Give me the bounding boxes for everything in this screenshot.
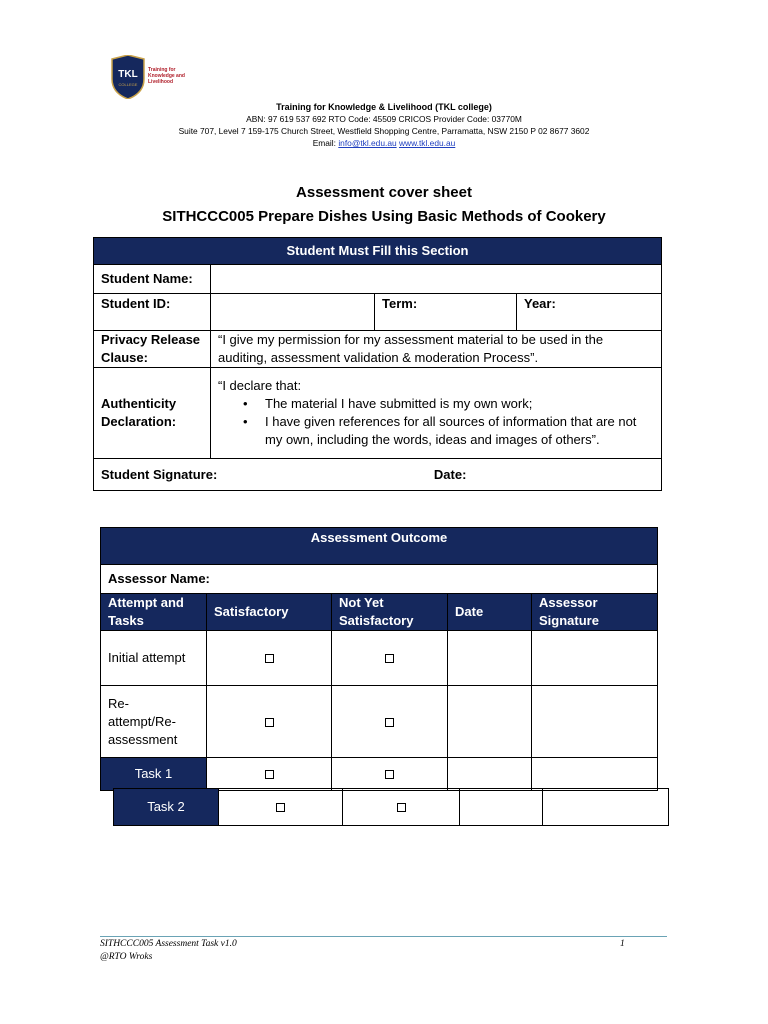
year-label: Year: — [524, 296, 556, 311]
unit-title: SITHCCC005 Prepare Dishes Using Basic Methods of Cookery — [162, 208, 606, 225]
table-row — [101, 686, 658, 758]
signature-label: Student Signature: — [101, 466, 218, 482]
org-address: Suite 707, Level 7 159-175 Church Street, Westfield Shopping Centre, Parramatta, NSW 2150 P 02 8677 3602 — [178, 126, 590, 136]
row-label-task-2: Task 2 — [114, 789, 219, 826]
student-name-field[interactable] — [211, 265, 662, 294]
assessment-outcome-table — [100, 527, 658, 791]
col-header-satisfactory: Satisfactory — [207, 594, 332, 631]
org-name: Training for Knowledge & Livelihood (TKL college) — [276, 102, 492, 112]
col-header-attempt: Attempt and Tasks — [101, 594, 207, 631]
checkbox-icon — [397, 803, 406, 812]
date-cell[interactable] — [448, 686, 532, 758]
authenticity-text — [211, 368, 662, 459]
col-header-not-yet-satisfactory: Not Yet Satisfactory — [332, 594, 448, 631]
assessor-name-label: Assessor Name: — [108, 571, 210, 586]
not-yet-satisfactory-checkbox[interactable] — [343, 789, 460, 826]
authenticity-item: • I have given references for all sources of information that are not my own, including the words, ideas and images of others”. — [218, 413, 654, 449]
logo-underline — [148, 86, 192, 90]
authenticity-item: • The material I have submitted is my own work; — [218, 395, 654, 413]
date-cell[interactable] — [448, 758, 532, 791]
not-yet-satisfactory-checkbox[interactable] — [332, 758, 448, 791]
logo-badge-text: TKL — [118, 69, 138, 80]
col-header-date: Date — [448, 594, 532, 631]
task-2-table — [113, 788, 669, 826]
page-title: Assessment cover sheet — [296, 184, 472, 201]
student-id-label: Student ID: — [94, 294, 211, 331]
checkbox-icon — [385, 770, 394, 779]
table-row — [114, 789, 669, 826]
year-field[interactable] — [517, 294, 662, 331]
footer-page-number: 1 — [620, 939, 625, 949]
email-label: Email: — [312, 138, 336, 148]
assessor-signature-cell[interactable] — [532, 631, 658, 686]
term-field[interactable] — [375, 294, 517, 331]
satisfactory-checkbox[interactable] — [207, 631, 332, 686]
checkbox-icon — [265, 770, 274, 779]
date-cell[interactable] — [448, 631, 532, 686]
org-email-line — [0, 137, 768, 149]
checkbox-icon — [385, 718, 394, 727]
footer-credit: @RTO Wroks — [100, 952, 153, 962]
row-label-initial-attempt: Initial attempt — [101, 631, 207, 686]
website-link[interactable]: www.tkl.edu.au — [398, 138, 456, 148]
assessor-signature-cell[interactable] — [532, 686, 658, 758]
student-name-label: Student Name: — [94, 265, 211, 294]
authenticity-intro: “I declare that: — [218, 378, 302, 393]
satisfactory-checkbox[interactable] — [207, 686, 332, 758]
checkbox-icon — [385, 654, 394, 663]
student-section-table — [93, 237, 662, 491]
logo-badge-subtext: COLLEGE — [118, 82, 138, 87]
shield-icon — [110, 55, 146, 99]
authenticity-list — [218, 395, 654, 449]
date-label: Date: — [433, 466, 467, 482]
privacy-label: Privacy Release Clause: — [94, 331, 211, 368]
outcome-heading: Assessment Outcome — [101, 528, 658, 565]
row-label-task-1: Task 1 — [101, 758, 207, 791]
authenticity-label: Authenticity Declaration: — [94, 368, 211, 459]
org-abn: ABN: 97 619 537 692 RTO Code: 45509 CRICOS Provider Code: 03770M — [246, 114, 522, 124]
satisfactory-checkbox[interactable] — [219, 789, 343, 826]
not-yet-satisfactory-checkbox[interactable] — [332, 631, 448, 686]
email-link[interactable]: info@tkl.edu.au — [338, 138, 397, 148]
term-label: Term: — [382, 296, 418, 311]
college-logo — [110, 55, 188, 101]
footer-divider — [100, 936, 667, 937]
privacy-text: “I give my permission for my assessment material to be used in the auditing, assessment validation & moderation Process”. — [211, 331, 662, 368]
checkbox-icon — [276, 803, 285, 812]
footer-doc-code: SITHCCC005 Assessment Task v1.0 — [100, 939, 237, 949]
student-id-field[interactable] — [211, 294, 375, 331]
table-row — [101, 631, 658, 686]
col-header-assessor-signature: Assessor Signature — [532, 594, 658, 631]
signature-row[interactable] — [94, 459, 662, 491]
not-yet-satisfactory-checkbox[interactable] — [332, 686, 448, 758]
date-cell[interactable] — [460, 789, 543, 826]
logo-text: Training for Knowledge and Livelihood — [148, 67, 185, 85]
assessor-name-field[interactable] — [101, 565, 658, 594]
table-row — [101, 758, 658, 791]
checkbox-icon — [265, 718, 274, 727]
assessor-signature-cell[interactable] — [532, 758, 658, 791]
row-label-reattempt: Re-attempt/Re-assessment — [101, 686, 207, 758]
student-section-heading: Student Must Fill this Section — [94, 238, 662, 265]
checkbox-icon — [265, 654, 274, 663]
satisfactory-checkbox[interactable] — [207, 758, 332, 791]
assessor-signature-cell[interactable] — [543, 789, 669, 826]
